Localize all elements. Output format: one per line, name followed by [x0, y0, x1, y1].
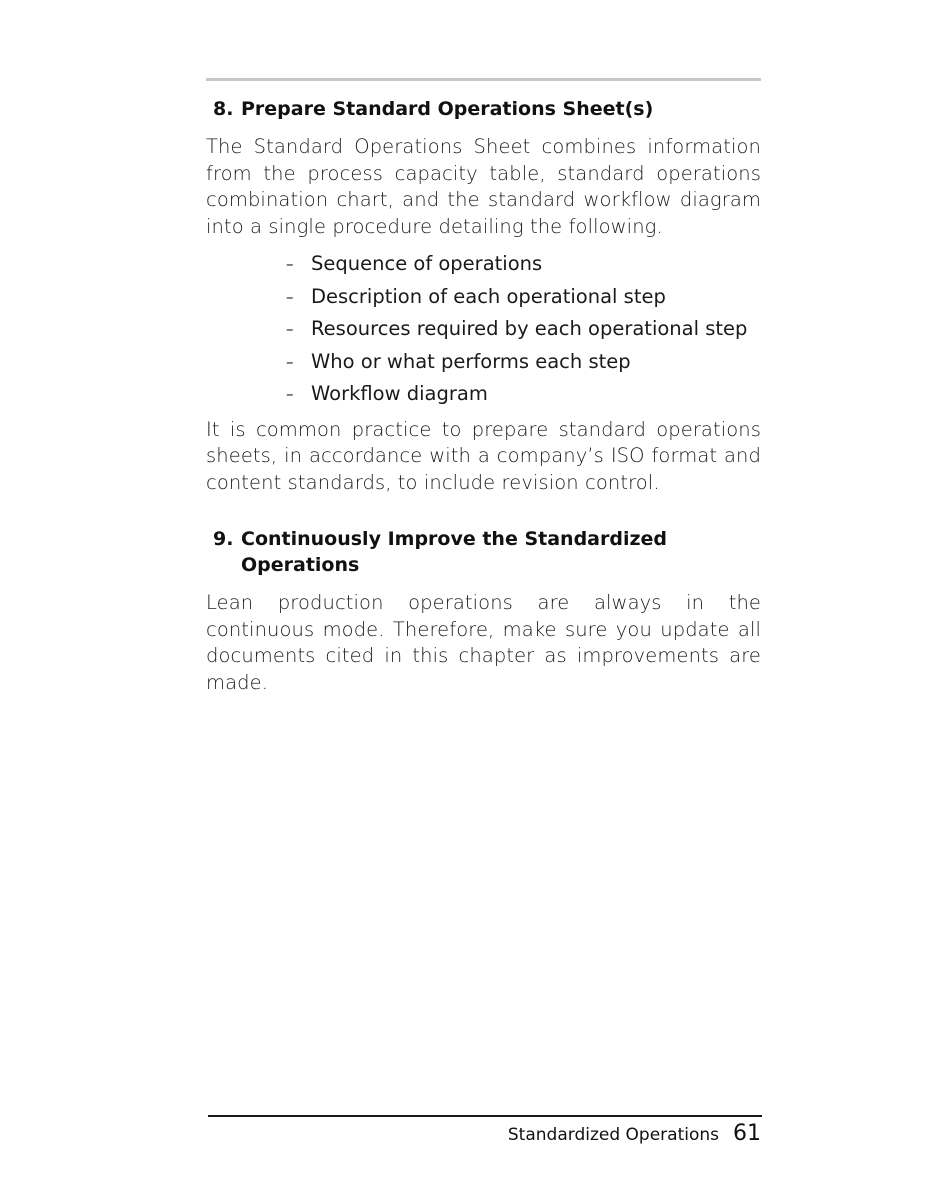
- dash-icon: –: [286, 385, 294, 404]
- page-footer: [508, 1121, 761, 1146]
- dash-icon: –: [286, 320, 294, 339]
- list-item: – Who or what performs each step: [286, 346, 761, 379]
- dash-icon: –: [286, 352, 294, 371]
- list-item: – Description of each operational step: [286, 281, 761, 314]
- page-number: 61: [733, 1121, 761, 1146]
- dash-icon: –: [286, 287, 294, 306]
- list-item: – Workflow diagram: [286, 378, 761, 411]
- running-title: Standardized Operations: [507, 1125, 719, 1145]
- dash-icon: –: [286, 255, 294, 273]
- section-9-title: Continuously Improve the Standardized Operations: [241, 528, 668, 577]
- section-9-body: Lean production operations are always in the continuous mode. Therefore, make sure you update all documents cited in this chapter as improvements are made.: [206, 591, 761, 694]
- section-8-heading: [206, 96, 761, 122]
- footer-rule: [208, 1115, 762, 1117]
- bullet-list: [206, 248, 761, 411]
- section-8-intro: The Standard Operations Sheet combines information from the process capacity table, standard operations combination chart, and the standard workflow diagram into a single procedure detailing the following.: [206, 135, 761, 238]
- section-8-closing: It is common practice to prepare standard operations sheets, in accordance with a company’s ISO format and content standards, to include revision control.: [206, 417, 761, 494]
- list-item: – Sequence of operations: [286, 248, 761, 281]
- section-8-title: Prepare Standard Operations Sheet(s): [241, 98, 654, 120]
- section-8-number: 8.: [213, 98, 234, 120]
- section-9-heading: [206, 526, 761, 578]
- list-item: – Resources required by each operational step: [286, 313, 761, 346]
- section-9-number: 9.: [213, 528, 234, 551]
- page-content: [206, 96, 761, 704]
- top-rule: [206, 78, 761, 81]
